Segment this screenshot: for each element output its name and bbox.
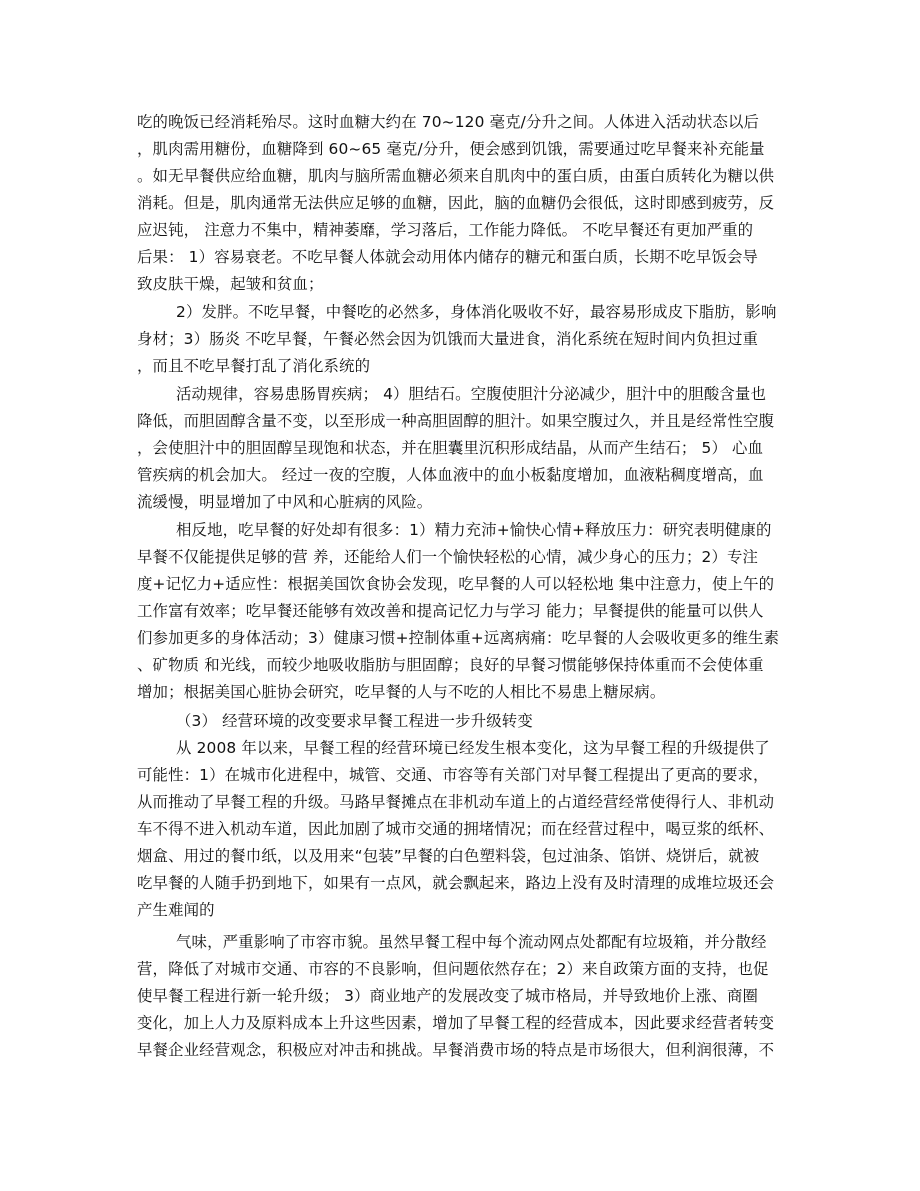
text-line: 2）发胖。不吃早餐，中餐吃的必然多，身体消化吸收不好，最容易形成皮下脂肪，影响 — [176, 303, 777, 321]
text-line: 气味，严重影响了市容市貌。虽然早餐工程中每个流动网点处都配有垃圾箱，并分散经 — [176, 933, 767, 951]
text-line: 们参加更多的身体活动；3）健康习惯+控制体重+远离病痛：吃早餐的人会吸收更多的维生素 — [137, 629, 780, 647]
text-line: ，肌肉需用糖份，血糖降到 60~65 毫克/分升，便会感到饥饿，需要通过吃早餐来补充能量 — [137, 140, 765, 158]
text-line: ，而且不吃早餐打乱了消化系统的 — [137, 357, 371, 375]
section-heading: （3） 经营环境的改变要求早餐工程进一步升级转变 — [176, 712, 533, 730]
text-line: 致皮肤干燥，起皱和贫血； — [137, 275, 324, 293]
text-line: 早餐企业经营观念，积极应对冲击和挑战。早餐消费市场的特点是市场很大，但利润很薄，不 — [137, 1041, 775, 1059]
text-line: 相反地，吃早餐的好处却有很多：1）精力充沛+愉快心情+释放压力：研究表明健康的 — [176, 521, 772, 539]
text-line: 度+记忆力+适应性：根据美国饮食协会发现，吃早餐的人可以轻松地 集中注意力，使上午的 — [137, 575, 775, 593]
text-line: 应迟钝， 注意力不集中，精神萎靡，学习落后，工作能力降低。 不吃早餐还有更加严重的 — [137, 221, 754, 239]
text-line: 烟盒、用过的餐巾纸，以及用来“包装”早餐的白色塑料袋，包过油条、馅饼、烧饼后，就被 — [137, 847, 760, 865]
text-line: 车不得不进入机动车道，因此加剧了城市交通的拥堵情况；而在经营过程中，喝豆浆的纸杯、 — [137, 820, 775, 838]
text-line: 吃早餐的人随手扔到地下，如果有一点风，就会飘起来，路边上没有及时清理的成堆垃圾还会 — [137, 874, 775, 892]
text-line: 身材；3）肠炎 不吃早餐，午餐必然会因为饥饿而大量进食，消化系统在短时间内负担过重 — [137, 330, 759, 348]
text-line: 使早餐工程进行新一轮升级； 3）商业地产的发展改变了城市格局，并导致地价上涨、商圈 — [137, 987, 759, 1005]
text-line: 流缓慢，明显增加了中风和心脏病的风险。 — [137, 493, 433, 511]
text-line: 。如无早餐供应给血糖，肌肉与脑所需血糖必须来自肌肉中的蛋白质，由蛋白质转化为糖以供 — [137, 167, 775, 185]
text-line: 吃的晚饭已经消耗殆尽。这时血糖大约在 70~120 毫克/分升之间。人体进入活动状态以后 — [137, 113, 760, 131]
text-line: 营，降低了对城市交通、市容的不良影响，但问题依然存在；2）来自政策方面的支持，也促 — [137, 960, 769, 978]
text-line: 降低，而胆固醇含量不变，以至形成一种高胆固醇的胆汁。如果空腹过久，并且是经常性空腹 — [137, 412, 775, 430]
text-line: 增加；根据美国心脏协会研究，吃早餐的人与不吃的人相比不易患上糖尿病。 — [137, 683, 666, 701]
text-line: 可能性：1）在城市化进程中，城管、交通、市容等有关部门对早餐工程提出了更高的要求， — [137, 766, 769, 784]
text-line: 工作富有效率；吃早餐还能够有效改善和提高记忆力与学习 能力；早餐提供的能量可以供人 — [137, 602, 764, 620]
text-line: 后果： 1）容易衰老。不吃早餐人体就会动用体内储存的糖元和蛋白质，长期不吃早饭会导 — [137, 248, 759, 266]
text-line: 消耗。但是，肌肉通常无法供应足够的血糖，因此，脑的血糖仍会很低，这时即感到疲劳，反 — [137, 194, 775, 212]
text-line: 从而推动了早餐工程的升级。马路早餐摊点在非机动车道上的占道经营经常使得行人、非机动 — [137, 793, 775, 811]
text-line: 产生难闻的 — [137, 901, 215, 919]
text-line: 变化，加上人力及原料成本上升这些因素，增加了早餐工程的经营成本，因此要求经营者转变 — [137, 1014, 775, 1032]
text-line: 早餐不仅能提供足够的营 养，还能给人们一个愉快轻松的心情，减少身心的压力；2）专注 — [137, 548, 759, 566]
text-line: 、矿物质 和光线，而较少地吸收脂肪与胆固醇；良好的早餐习惯能够保持体重而不会使体重 — [137, 656, 764, 674]
text-line: ，会使胆汁中的胆固醇呈现饱和状态，并在胆囊里沉积形成结晶，从而产生结石； 5） 心血 — [137, 439, 764, 457]
text-line: 活动规律，容易患肠胃疾病； 4）胆结石。空腹使胆汁分泌减少，胆汁中的胆酸含量也 — [176, 385, 766, 403]
text-line: 从 2008 年以来，早餐工程的经营环境已经发生根本变化，这为早餐工程的升级提供了 — [176, 739, 770, 757]
text-line: 管疾病的机会加大。 经过一夜的空腹，人体血液中的血小板黏度增加，血液粘稠度增高，血 — [137, 466, 764, 484]
